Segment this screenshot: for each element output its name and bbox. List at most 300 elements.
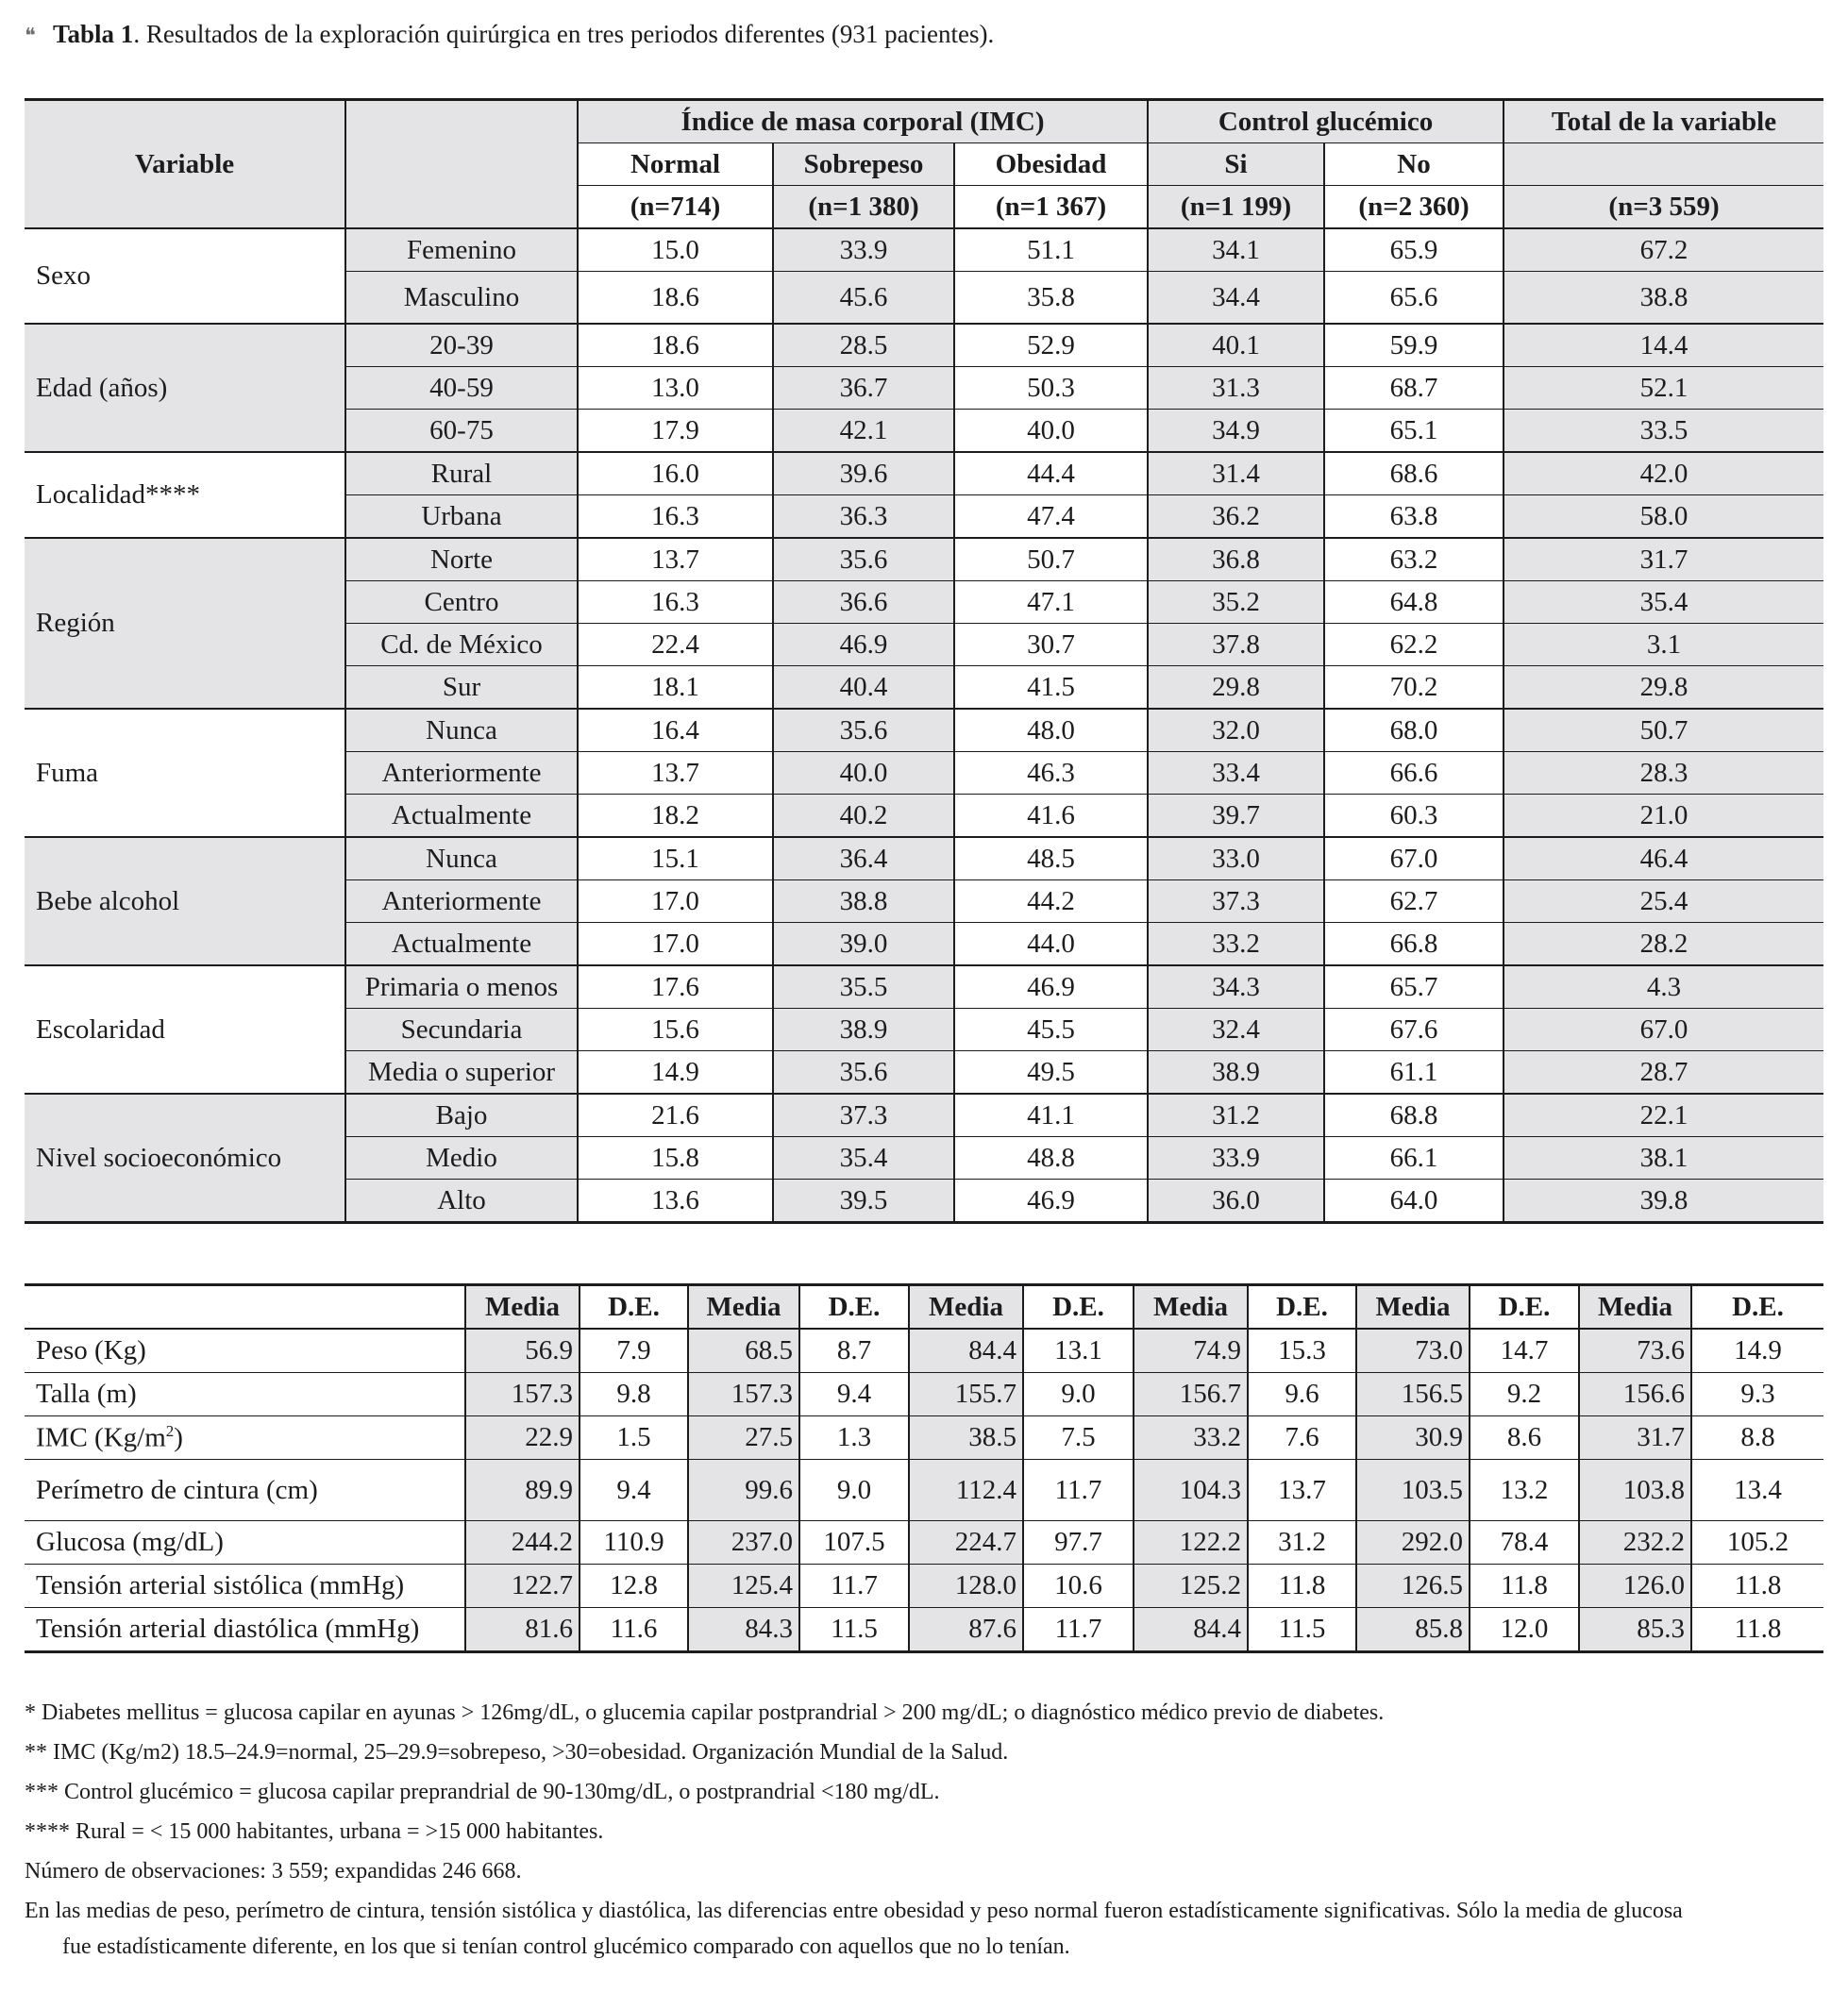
value-cell: 13.6 bbox=[578, 1180, 773, 1223]
variable-name: Región bbox=[25, 538, 345, 709]
value-cell: 17.0 bbox=[578, 923, 773, 966]
media-value: 126.5 bbox=[1356, 1565, 1470, 1608]
table-row bbox=[25, 1565, 1823, 1608]
measure-label bbox=[25, 1416, 465, 1460]
category-label: Actualmente bbox=[345, 795, 578, 838]
value-cell: 33.0 bbox=[1148, 837, 1324, 880]
table-row bbox=[25, 324, 1823, 367]
media-value: 292.0 bbox=[1356, 1521, 1470, 1565]
media-value: 22.9 bbox=[465, 1416, 580, 1460]
value-cell: 3.1 bbox=[1504, 624, 1823, 666]
media-value: 68.5 bbox=[688, 1329, 799, 1373]
header-normal: Normal bbox=[578, 143, 773, 186]
header-n-sobrepeso: (n=1 380) bbox=[773, 186, 954, 229]
de-value: 9.6 bbox=[1248, 1373, 1356, 1416]
media-value: 81.6 bbox=[465, 1608, 580, 1652]
media-value: 74.9 bbox=[1134, 1329, 1248, 1373]
value-cell: 16.3 bbox=[578, 495, 773, 539]
media-value: 237.0 bbox=[688, 1521, 799, 1565]
value-cell: 15.6 bbox=[578, 1009, 773, 1051]
header-de: D.E. bbox=[1248, 1285, 1356, 1330]
media-value: 85.3 bbox=[1579, 1608, 1691, 1652]
value-cell: 36.7 bbox=[773, 367, 954, 410]
category-label: Cd. de México bbox=[345, 624, 578, 666]
value-cell: 46.4 bbox=[1504, 837, 1823, 880]
category-label: Rural bbox=[345, 452, 578, 495]
value-cell: 40.0 bbox=[954, 410, 1148, 453]
value-cell: 66.1 bbox=[1324, 1137, 1504, 1180]
de-value: 107.5 bbox=[799, 1521, 909, 1565]
value-cell: 47.1 bbox=[954, 581, 1148, 624]
header-blank bbox=[25, 1285, 465, 1330]
media-value: 156.7 bbox=[1134, 1373, 1248, 1416]
value-cell: 68.8 bbox=[1324, 1094, 1504, 1137]
value-cell: 25.4 bbox=[1504, 880, 1823, 923]
media-value: 224.7 bbox=[909, 1521, 1023, 1565]
header-category bbox=[345, 100, 578, 229]
table-row bbox=[25, 837, 1823, 880]
value-cell: 18.6 bbox=[578, 324, 773, 367]
value-cell: 46.3 bbox=[954, 752, 1148, 795]
value-cell: 39.6 bbox=[773, 452, 954, 495]
value-cell: 16.0 bbox=[578, 452, 773, 495]
value-cell: 16.4 bbox=[578, 709, 773, 752]
media-value: 31.7 bbox=[1579, 1416, 1691, 1460]
value-cell: 50.7 bbox=[954, 538, 1148, 581]
value-cell: 38.1 bbox=[1504, 1137, 1823, 1180]
variable-name: Nivel socioeconómico bbox=[25, 1094, 345, 1223]
media-value: 122.7 bbox=[465, 1565, 580, 1608]
value-cell: 40.4 bbox=[773, 666, 954, 710]
header-no: No bbox=[1324, 143, 1504, 186]
value-cell: 17.0 bbox=[578, 880, 773, 923]
value-cell: 17.6 bbox=[578, 965, 773, 1009]
value-cell: 15.1 bbox=[578, 837, 773, 880]
media-value: 156.5 bbox=[1356, 1373, 1470, 1416]
header-total: Total de la variable bbox=[1504, 100, 1823, 143]
footnote: *** Control glucémico = glucosa capilar preprandrial de 90-130mg/dL, o postprandrial <180 mg/dL. bbox=[25, 1780, 940, 1804]
value-cell: 41.6 bbox=[954, 795, 1148, 838]
variable-name: Localidad**** bbox=[25, 452, 345, 538]
value-cell: 30.7 bbox=[954, 624, 1148, 666]
de-value: 1.5 bbox=[580, 1416, 688, 1460]
value-cell: 38.8 bbox=[1504, 272, 1823, 325]
header-si: Si bbox=[1148, 143, 1324, 186]
header-sobrepeso: Sobrepeso bbox=[773, 143, 954, 186]
value-cell: 46.9 bbox=[773, 624, 954, 666]
de-value: 13.4 bbox=[1691, 1460, 1823, 1521]
category-label: Femenino bbox=[345, 228, 578, 272]
footnote: * Diabetes mellitus = glucosa capilar en ayunas > 126mg/dL, o glucemia capilar postprandrial > 200 mg/dL; o diagnóstico médico previo de diabetes. bbox=[25, 1700, 1385, 1725]
header-de: D.E. bbox=[799, 1285, 909, 1330]
value-cell: 52.1 bbox=[1504, 367, 1823, 410]
value-cell: 36.0 bbox=[1148, 1180, 1324, 1223]
value-cell: 51.1 bbox=[954, 228, 1148, 272]
value-cell: 40.2 bbox=[773, 795, 954, 838]
de-value: 9.3 bbox=[1691, 1373, 1823, 1416]
media-value: 73.6 bbox=[1579, 1329, 1691, 1373]
value-cell: 14.9 bbox=[578, 1051, 773, 1095]
value-cell: 62.7 bbox=[1324, 880, 1504, 923]
category-label: Secundaria bbox=[345, 1009, 578, 1051]
value-cell: 33.5 bbox=[1504, 410, 1823, 453]
value-cell: 68.0 bbox=[1324, 709, 1504, 752]
value-cell: 28.2 bbox=[1504, 923, 1823, 966]
header-de: D.E. bbox=[1470, 1285, 1579, 1330]
table-row bbox=[25, 965, 1823, 1009]
de-value: 13.7 bbox=[1248, 1460, 1356, 1521]
value-cell: 64.8 bbox=[1324, 581, 1504, 624]
value-cell: 28.7 bbox=[1504, 1051, 1823, 1095]
imc-table-header bbox=[25, 100, 1823, 229]
header-de: D.E. bbox=[1023, 1285, 1134, 1330]
media-value: 112.4 bbox=[909, 1460, 1023, 1521]
measure-label-close: ) bbox=[174, 1422, 183, 1453]
de-value: 1.3 bbox=[799, 1416, 909, 1460]
value-cell: 60.3 bbox=[1324, 795, 1504, 838]
de-value: 11.8 bbox=[1470, 1565, 1579, 1608]
category-label: 40-59 bbox=[345, 367, 578, 410]
footnote: En las medias de peso, perímetro de cintura, tensión sistólica y diastólica, las diferencias entre obesidad y peso normal fueron estadísticamente significativas. Sólo la media de glucosa bbox=[25, 1899, 1683, 1923]
de-value: 11.8 bbox=[1691, 1608, 1823, 1652]
de-value: 9.0 bbox=[799, 1460, 909, 1521]
value-cell: 67.2 bbox=[1504, 228, 1823, 272]
value-cell: 13.7 bbox=[578, 538, 773, 581]
header-n-no: (n=2 360) bbox=[1324, 186, 1504, 229]
header-variable: Variable bbox=[25, 100, 345, 229]
value-cell: 28.5 bbox=[773, 324, 954, 367]
de-value: 11.7 bbox=[1023, 1460, 1134, 1521]
category-label: Anteriormente bbox=[345, 752, 578, 795]
value-cell: 44.2 bbox=[954, 880, 1148, 923]
variable-name: Fuma bbox=[25, 709, 345, 837]
measure-label: Peso (Kg) bbox=[25, 1329, 465, 1373]
category-label: Sur bbox=[345, 666, 578, 710]
value-cell: 14.4 bbox=[1504, 324, 1823, 367]
value-cell: 65.1 bbox=[1324, 410, 1504, 453]
value-cell: 64.0 bbox=[1324, 1180, 1504, 1223]
value-cell: 59.9 bbox=[1324, 324, 1504, 367]
de-value: 9.4 bbox=[580, 1460, 688, 1521]
header-media: Media bbox=[1356, 1285, 1470, 1330]
value-cell: 36.2 bbox=[1148, 495, 1324, 539]
value-cell: 33.4 bbox=[1148, 752, 1324, 795]
media-value: 125.2 bbox=[1134, 1565, 1248, 1608]
value-cell: 44.4 bbox=[954, 452, 1148, 495]
measure-label: Perímetro de cintura (cm) bbox=[25, 1460, 465, 1521]
media-value: 89.9 bbox=[465, 1460, 580, 1521]
value-cell: 65.6 bbox=[1324, 272, 1504, 325]
value-cell: 38.9 bbox=[773, 1009, 954, 1051]
header-de: D.E. bbox=[580, 1285, 688, 1330]
media-value: 103.5 bbox=[1356, 1460, 1470, 1521]
header-n-total: (n=3 559) bbox=[1504, 186, 1823, 229]
value-cell: 48.8 bbox=[954, 1137, 1148, 1180]
category-label: Urbana bbox=[345, 495, 578, 539]
header-de: D.E. bbox=[1691, 1285, 1823, 1330]
media-value: 99.6 bbox=[688, 1460, 799, 1521]
bullet-icon: ❝ bbox=[25, 25, 36, 48]
header-media: Media bbox=[909, 1285, 1023, 1330]
value-cell: 42.0 bbox=[1504, 452, 1823, 495]
media-value: 128.0 bbox=[909, 1565, 1023, 1608]
value-cell: 63.2 bbox=[1324, 538, 1504, 581]
de-value: 8.8 bbox=[1691, 1416, 1823, 1460]
de-value: 9.8 bbox=[580, 1373, 688, 1416]
value-cell: 31.2 bbox=[1148, 1094, 1324, 1137]
media-value: 104.3 bbox=[1134, 1460, 1248, 1521]
media-value: 103.8 bbox=[1579, 1460, 1691, 1521]
value-cell: 35.4 bbox=[773, 1137, 954, 1180]
variable-name: Escolaridad bbox=[25, 965, 345, 1094]
value-cell: 37.3 bbox=[1148, 880, 1324, 923]
media-value: 125.4 bbox=[688, 1565, 799, 1608]
de-value: 13.2 bbox=[1470, 1460, 1579, 1521]
de-value: 12.8 bbox=[580, 1565, 688, 1608]
de-value: 13.1 bbox=[1023, 1329, 1134, 1373]
media-value: 157.3 bbox=[688, 1373, 799, 1416]
category-label: Nunca bbox=[345, 709, 578, 752]
value-cell: 48.0 bbox=[954, 709, 1148, 752]
measure-label: Tensión arterial diastólica (mmHg) bbox=[25, 1608, 465, 1652]
value-cell: 33.9 bbox=[1148, 1137, 1324, 1180]
value-cell: 33.9 bbox=[773, 228, 954, 272]
media-value: 38.5 bbox=[909, 1416, 1023, 1460]
footnote-continuation: fue estadísticamente diferente, en los que si tenían control glucémico comparado con aquellos que no lo tenían. bbox=[62, 1934, 1070, 1959]
value-cell: 35.8 bbox=[954, 272, 1148, 325]
value-cell: 33.2 bbox=[1148, 923, 1324, 966]
footnotes bbox=[25, 1693, 1827, 1967]
value-cell: 66.6 bbox=[1324, 752, 1504, 795]
table-row bbox=[25, 1416, 1823, 1460]
value-cell: 4.3 bbox=[1504, 965, 1823, 1009]
measure-label-superscript: 2 bbox=[165, 1421, 175, 1440]
header-media: Media bbox=[1579, 1285, 1691, 1330]
media-value: 244.2 bbox=[465, 1521, 580, 1565]
value-cell: 47.4 bbox=[954, 495, 1148, 539]
media-value: 85.8 bbox=[1356, 1608, 1470, 1652]
value-cell: 41.1 bbox=[954, 1094, 1148, 1137]
value-cell: 45.5 bbox=[954, 1009, 1148, 1051]
measure-label: Talla (m) bbox=[25, 1373, 465, 1416]
de-value: 31.2 bbox=[1248, 1521, 1356, 1565]
de-value: 11.5 bbox=[1248, 1608, 1356, 1652]
value-cell: 41.5 bbox=[954, 666, 1148, 710]
de-value: 15.3 bbox=[1248, 1329, 1356, 1373]
media-value: 73.0 bbox=[1356, 1329, 1470, 1373]
value-cell: 63.8 bbox=[1324, 495, 1504, 539]
value-cell: 65.7 bbox=[1324, 965, 1504, 1009]
table-row bbox=[25, 1094, 1823, 1137]
de-value: 11.8 bbox=[1691, 1565, 1823, 1608]
table-row bbox=[25, 538, 1823, 581]
value-cell: 66.8 bbox=[1324, 923, 1504, 966]
value-cell: 36.3 bbox=[773, 495, 954, 539]
value-cell: 45.6 bbox=[773, 272, 954, 325]
value-cell: 39.7 bbox=[1148, 795, 1324, 838]
value-cell: 36.8 bbox=[1148, 538, 1324, 581]
de-value: 11.7 bbox=[1023, 1608, 1134, 1652]
header-n-si: (n=1 199) bbox=[1148, 186, 1324, 229]
de-value: 14.9 bbox=[1691, 1329, 1823, 1373]
media-value: 84.4 bbox=[909, 1329, 1023, 1373]
category-label: Primaria o menos bbox=[345, 965, 578, 1009]
value-cell: 67.0 bbox=[1324, 837, 1504, 880]
value-cell: 62.2 bbox=[1324, 624, 1504, 666]
value-cell: 34.9 bbox=[1148, 410, 1324, 453]
category-label: Anteriormente bbox=[345, 880, 578, 923]
value-cell: 38.9 bbox=[1148, 1051, 1324, 1095]
media-value: 84.4 bbox=[1134, 1608, 1248, 1652]
header-media: Media bbox=[465, 1285, 580, 1330]
de-value: 11.5 bbox=[799, 1608, 909, 1652]
media-value: 33.2 bbox=[1134, 1416, 1248, 1460]
category-label: Bajo bbox=[345, 1094, 578, 1137]
de-value: 78.4 bbox=[1470, 1521, 1579, 1565]
imc-table bbox=[25, 98, 1823, 1224]
value-cell: 50.3 bbox=[954, 367, 1148, 410]
value-cell: 35.6 bbox=[773, 1051, 954, 1095]
value-cell: 31.3 bbox=[1148, 367, 1324, 410]
value-cell: 28.3 bbox=[1504, 752, 1823, 795]
category-label: 60-75 bbox=[345, 410, 578, 453]
category-label: Actualmente bbox=[345, 923, 578, 966]
value-cell: 22.4 bbox=[578, 624, 773, 666]
de-value: 9.0 bbox=[1023, 1373, 1134, 1416]
variable-name: Sexo bbox=[25, 228, 345, 324]
table-row bbox=[25, 709, 1823, 752]
de-value: 11.8 bbox=[1248, 1565, 1356, 1608]
de-value: 11.7 bbox=[799, 1565, 909, 1608]
category-label: Centro bbox=[345, 581, 578, 624]
value-cell: 29.8 bbox=[1504, 666, 1823, 710]
value-cell: 39.8 bbox=[1504, 1180, 1823, 1223]
value-cell: 52.9 bbox=[954, 324, 1148, 367]
media-value: 126.0 bbox=[1579, 1565, 1691, 1608]
value-cell: 68.7 bbox=[1324, 367, 1504, 410]
media-value: 156.6 bbox=[1579, 1373, 1691, 1416]
value-cell: 61.1 bbox=[1324, 1051, 1504, 1095]
value-cell: 21.0 bbox=[1504, 795, 1823, 838]
value-cell: 18.6 bbox=[578, 272, 773, 325]
category-label: Medio bbox=[345, 1137, 578, 1180]
measurements-table-body bbox=[25, 1329, 1823, 1652]
value-cell: 44.0 bbox=[954, 923, 1148, 966]
media-value: 30.9 bbox=[1356, 1416, 1470, 1460]
header-total-blank bbox=[1504, 143, 1823, 186]
value-cell: 37.8 bbox=[1148, 624, 1324, 666]
measure-label-text: IMC (Kg/m bbox=[36, 1422, 166, 1453]
value-cell: 32.0 bbox=[1148, 709, 1324, 752]
de-value: 8.7 bbox=[799, 1329, 909, 1373]
value-cell: 39.5 bbox=[773, 1180, 954, 1223]
value-cell: 32.4 bbox=[1148, 1009, 1324, 1051]
value-cell: 15.8 bbox=[578, 1137, 773, 1180]
value-cell: 46.9 bbox=[954, 965, 1148, 1009]
table-row bbox=[25, 1373, 1823, 1416]
de-value: 105.2 bbox=[1691, 1521, 1823, 1565]
media-value: 27.5 bbox=[688, 1416, 799, 1460]
variable-name: Edad (años) bbox=[25, 324, 345, 452]
value-cell: 36.4 bbox=[773, 837, 954, 880]
variable-name: Bebe alcohol bbox=[25, 837, 345, 965]
de-value: 97.7 bbox=[1023, 1521, 1134, 1565]
category-label: Masculino bbox=[345, 272, 578, 325]
de-value: 7.9 bbox=[580, 1329, 688, 1373]
table-caption bbox=[25, 17, 994, 53]
category-label: Nunca bbox=[345, 837, 578, 880]
media-value: 155.7 bbox=[909, 1373, 1023, 1416]
value-cell: 13.7 bbox=[578, 752, 773, 795]
value-cell: 22.1 bbox=[1504, 1094, 1823, 1137]
caption-label: Tabla 1 bbox=[53, 20, 134, 48]
value-cell: 37.3 bbox=[773, 1094, 954, 1137]
footnote: **** Rural = < 15 000 habitantes, urbana = >15 000 habitantes. bbox=[25, 1819, 604, 1844]
value-cell: 17.9 bbox=[578, 410, 773, 453]
category-label: Media o superior bbox=[345, 1051, 578, 1095]
de-value: 7.5 bbox=[1023, 1416, 1134, 1460]
footnote: ** IMC (Kg/m2) 18.5–24.9=normal, 25–29.9=sobrepeso, >30=obesidad. Organización Mundial de la Salud. bbox=[25, 1740, 1009, 1765]
de-value: 12.0 bbox=[1470, 1608, 1579, 1652]
imc-table-body bbox=[25, 228, 1823, 1223]
table-row bbox=[25, 452, 1823, 495]
table-row bbox=[25, 1521, 1823, 1565]
table-row bbox=[25, 1329, 1823, 1373]
value-cell: 29.8 bbox=[1148, 666, 1324, 710]
value-cell: 40.1 bbox=[1148, 324, 1324, 367]
value-cell: 31.4 bbox=[1148, 452, 1324, 495]
value-cell: 35.4 bbox=[1504, 581, 1823, 624]
media-value: 157.3 bbox=[465, 1373, 580, 1416]
de-value: 7.6 bbox=[1248, 1416, 1356, 1460]
value-cell: 34.3 bbox=[1148, 965, 1324, 1009]
media-value: 87.6 bbox=[909, 1608, 1023, 1652]
value-cell: 42.1 bbox=[773, 410, 954, 453]
media-value: 232.2 bbox=[1579, 1521, 1691, 1565]
header-imc: Índice de masa corporal (IMC) bbox=[578, 100, 1148, 143]
value-cell: 35.6 bbox=[773, 538, 954, 581]
caption-text: . Resultados de la exploración quirúrgica en tres periodos diferentes (931 pacientes). bbox=[133, 20, 995, 48]
value-cell: 48.5 bbox=[954, 837, 1148, 880]
value-cell: 67.0 bbox=[1504, 1009, 1823, 1051]
measurements-table bbox=[25, 1283, 1823, 1653]
value-cell: 68.6 bbox=[1324, 452, 1504, 495]
de-value: 9.2 bbox=[1470, 1373, 1579, 1416]
de-value: 110.9 bbox=[580, 1521, 688, 1565]
measure-label: Glucosa (mg/dL) bbox=[25, 1521, 465, 1565]
value-cell: 18.2 bbox=[578, 795, 773, 838]
value-cell: 65.9 bbox=[1324, 228, 1504, 272]
header-media: Media bbox=[688, 1285, 799, 1330]
category-label: Norte bbox=[345, 538, 578, 581]
value-cell: 34.4 bbox=[1148, 272, 1324, 325]
value-cell: 70.2 bbox=[1324, 666, 1504, 710]
value-cell: 50.7 bbox=[1504, 709, 1823, 752]
de-value: 14.7 bbox=[1470, 1329, 1579, 1373]
value-cell: 18.1 bbox=[578, 666, 773, 710]
de-value: 9.4 bbox=[799, 1373, 909, 1416]
media-value: 84.3 bbox=[688, 1608, 799, 1652]
header-n-normal: (n=714) bbox=[578, 186, 773, 229]
header-media: Media bbox=[1134, 1285, 1248, 1330]
value-cell: 35.5 bbox=[773, 965, 954, 1009]
value-cell: 40.0 bbox=[773, 752, 954, 795]
measure-label: Tensión arterial sistólica (mmHg) bbox=[25, 1565, 465, 1608]
header-control: Control glucémico bbox=[1148, 100, 1504, 143]
value-cell: 16.3 bbox=[578, 581, 773, 624]
header-obesidad: Obesidad bbox=[954, 143, 1148, 186]
value-cell: 35.6 bbox=[773, 709, 954, 752]
